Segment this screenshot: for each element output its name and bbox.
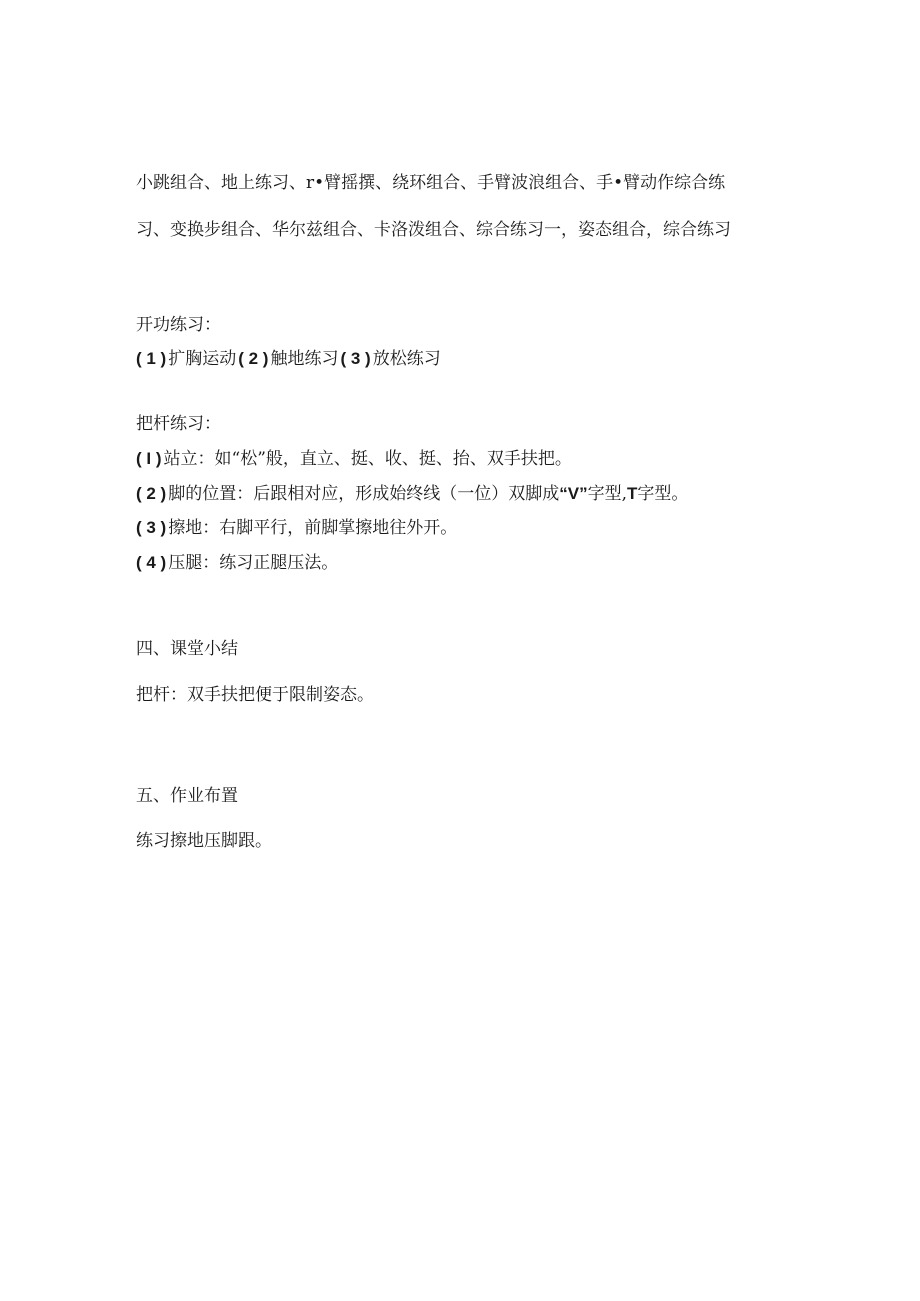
summary-heading: 四、课堂小结 xyxy=(136,639,238,659)
intro-line-1: 小跳组合、地上练习、r•臂摇撰、绕环组合、手臂波浪组合、手•臂动作综合练 xyxy=(136,173,726,193)
intro-line-2: 习、变换步组合、华尔兹组合、卡洛泼组合、综合练习一，姿态组合，综合练习 xyxy=(136,220,731,240)
warmup-item-3-text: 放松练习 xyxy=(372,349,441,369)
barre-item-4-text: 压腿：练习正腿压法。 xyxy=(168,553,339,573)
homework-heading: 五、作业布置 xyxy=(136,786,238,806)
barre-item-2-text-b: 字型, xyxy=(587,484,627,504)
homework-text: 练习擦地压脚跟。 xyxy=(136,831,272,851)
warmup-item-2-text: 触地练习 xyxy=(270,349,339,369)
warmup-items xyxy=(136,347,441,371)
barre-item-1-text: 站立：如“松”般，直立、挺、收、挺、抬、双手扶把。 xyxy=(163,449,572,469)
barre-item-2 xyxy=(136,482,688,506)
barre-item-2-text-a: 脚的位置：后跟相对应，形成始终线（一位）双脚成 xyxy=(168,484,560,504)
summary-text: 把杆：双手扶把便于限制姿态。 xyxy=(136,685,374,705)
warmup-item-2-number: ( 2 ) xyxy=(238,349,269,368)
barre-item-1 xyxy=(136,447,572,471)
v-shape-mark: “V” xyxy=(559,484,588,503)
barre-item-1-number: ( I ) xyxy=(136,449,162,468)
barre-item-3-number: ( 3 ) xyxy=(136,518,167,537)
warmup-item-1-number: ( 1 ) xyxy=(136,349,167,368)
barre-item-2-text-c: 字型。 xyxy=(637,484,689,504)
barre-item-3-text: 擦地：右脚平行，前脚掌擦地往外开。 xyxy=(168,518,458,538)
barre-item-3 xyxy=(136,516,457,540)
barre-item-4 xyxy=(136,551,338,575)
t-shape-mark: T xyxy=(626,484,638,503)
barre-item-4-number: ( 4 ) xyxy=(136,553,167,572)
barre-item-2-number: ( 2 ) xyxy=(136,484,167,503)
warmup-heading: 开功练习： xyxy=(136,315,221,335)
warmup-item-3-number: ( 3 ) xyxy=(340,349,371,368)
barre-heading: 把杆练习： xyxy=(136,414,221,434)
warmup-item-1-text: 扩胸运动 xyxy=(168,349,237,369)
